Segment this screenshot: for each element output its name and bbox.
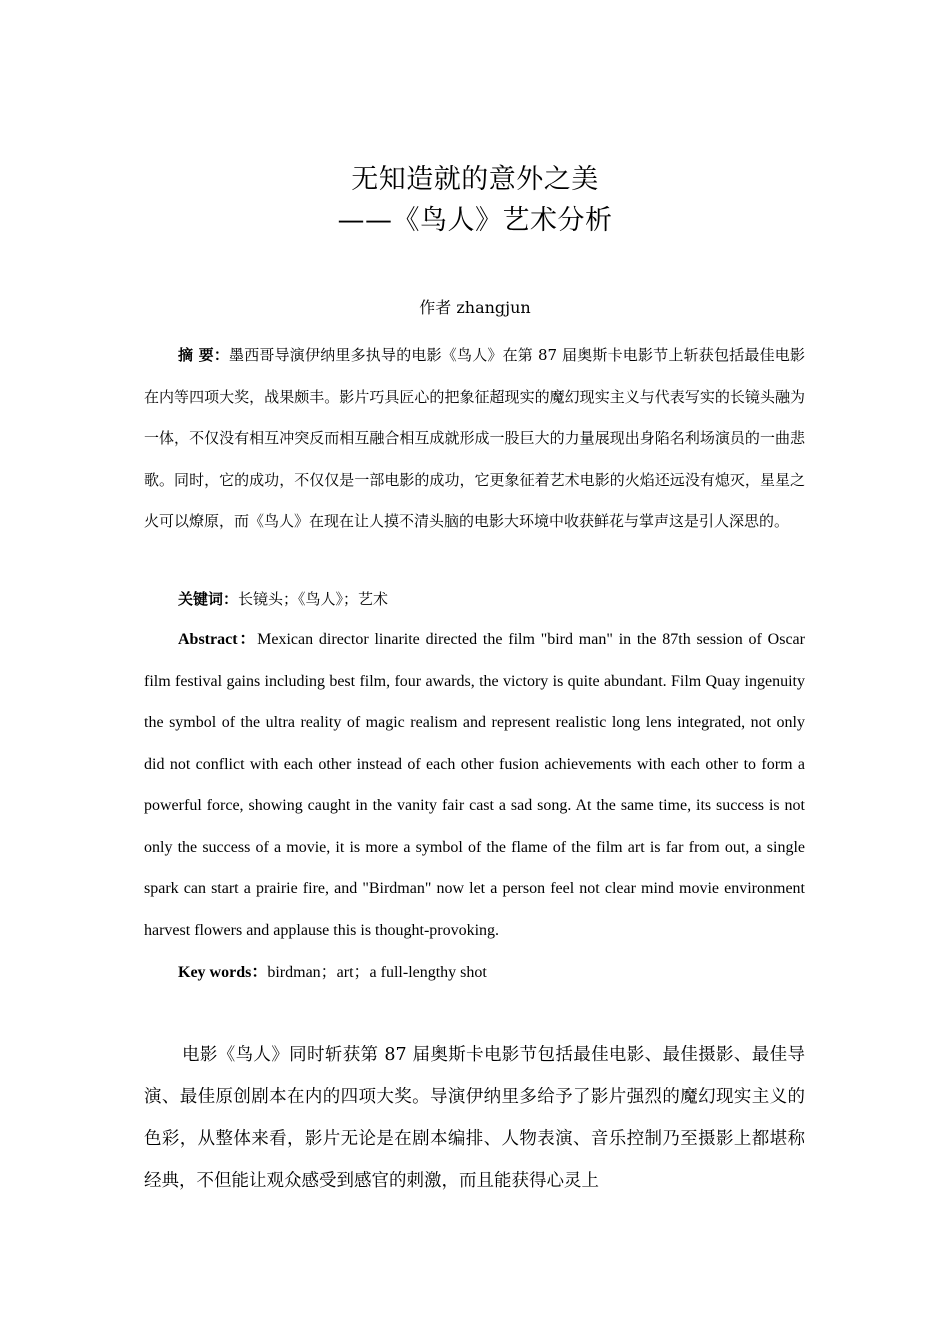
abstract-chinese <box>144 335 805 543</box>
body-paragraph: 电影《鸟人》同时斩获第 87 届奥斯卡电影节包括最佳电影、最佳摄影、最佳导演、最佳原创剧本在内的四项大奖。导演伊纳里多给予了影片强烈的魔幻现实主义的色彩，从整体来看，影片无论是在剧本编排、人物表演、音乐控制乃至摄影上都堪称经典，不但能让观众感受到感官的刺激，而且能获得心灵上 <box>144 1045 805 1191</box>
keywords-english-label: Key words： <box>178 964 268 981</box>
keywords-english <box>144 958 805 988</box>
title-main: 无知造就的意外之美 <box>351 164 599 195</box>
abstract-english-label: Abstract： <box>178 631 258 648</box>
title-subtitle: ——《鸟人》艺术分析 <box>337 205 613 236</box>
author-line: 作者 zhangjun <box>419 298 531 317</box>
abstract-chinese-label: 摘 要： <box>178 346 230 364</box>
abstract-english-text: Mexican director linarite directed the film "bird man" in the 87th session of Oscar film festival gains including best film, four awards, the victory is quite abundant. Film Quay ingenuity the symbol of the ultra reality of magic realism and represent realistic long lens integrated, not only did not conflict with each other instead of each other fusion achievements with each other to form a powerful force, showing caught in the vanity fair cast a sad song. At the same time, its success is not only the success of a movie, it is more a symbol of the flame of the film art is far from out, a single spark can start a prairie fire, and "Birdman" now let a person feel not clear mind movie environment harvest flowers and applause this is thought-provoking. <box>144 631 805 939</box>
keywords-chinese-text: 长镜头；《鸟人》；艺术 <box>238 590 389 608</box>
keywords-english-text: birdman；art；a full-lengthy shot <box>267 964 487 981</box>
keywords-chinese <box>144 584 805 614</box>
keywords-chinese-label: 关键词： <box>178 590 239 608</box>
abstract-chinese-text: 墨西哥导演伊纳里多执导的电影《鸟人》在第 87 届奥斯卡电影节上斩获包括最佳电影在内等四项大奖，战果颇丰。影片巧具匠心的把象征超现实的魔幻现实主义与代表写实的长镜头融为一体，不仅没有相互冲突反而相互融合相互成就形成一股巨大的力量展现出身陷名利场演员的一曲悲歌。同时，它的成功，不仅仅是一部电影的成功，它更象征着艺术电影的火焰还远没有熄灭，星星之火可以燎原，而《鸟人》在现在让人摸不清头脑的电影大环境中收获鲜花与掌声这是引人深思的。 <box>144 346 805 530</box>
abstract-english <box>144 619 805 951</box>
